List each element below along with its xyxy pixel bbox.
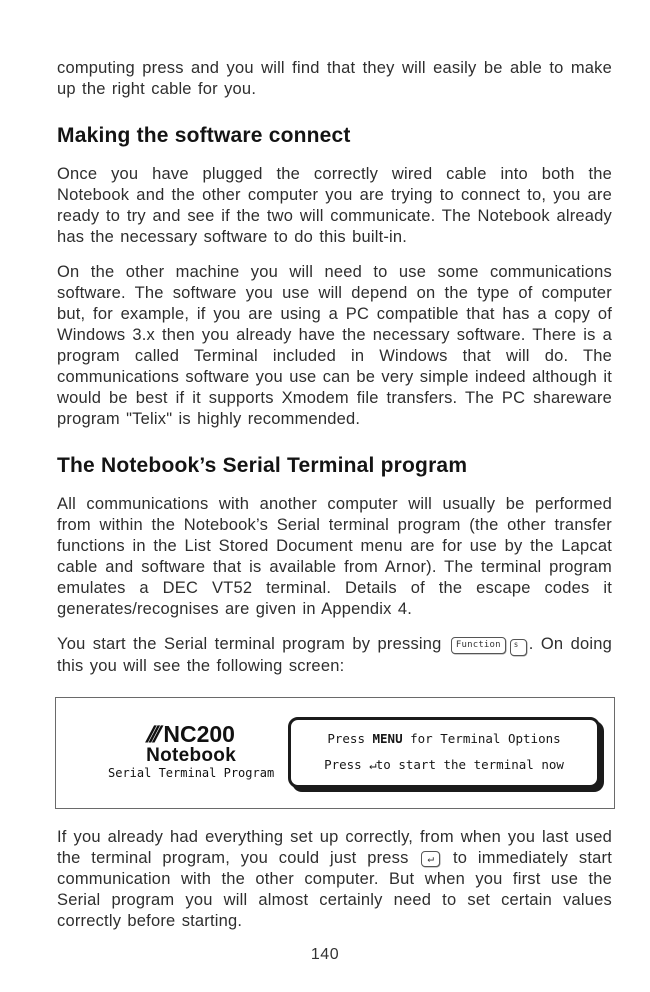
heading-making-software-connect: Making the software connect: [57, 124, 351, 147]
s-key-icon: s: [510, 639, 527, 656]
section2-paragraph-2-text-before: You start the Serial terminal program by pressing: [57, 635, 442, 653]
section2-paragraph-1: All communications with another computer will usually be performed from within the Notebook’s Serial terminal program (the other transfer functions in the List Stored Document menu are for use by the Lapcat cable and software that is available from Arnor). The terminal program emulates a DEC VT52 terminal. Details of the escape codes it generates/recognises are given in Appendix 4.: [57, 495, 612, 618]
message-line-1-post: for Terminal Options: [402, 731, 561, 746]
message-line-2: [307, 756, 581, 772]
terminal-startup-screen-figure: [55, 697, 615, 809]
message-line-1-pre: Press: [327, 731, 373, 746]
return-arrow-icon: ↵: [369, 756, 376, 772]
page-number: 140: [310, 946, 340, 963]
section1-paragraph-1: Once you have plugged the correctly wired cable into both the Notebook and the other computer you are trying to connect to, you are ready to try and see if the two will communicate. The Notebook already has the necessary software to do this built-in.: [57, 165, 612, 246]
message-line-2-post: to start the terminal now: [375, 756, 564, 772]
message-line-2-pre: Press: [324, 756, 370, 772]
terminal-message-box: [288, 717, 600, 788]
section2-paragraph-2: [57, 634, 612, 677]
nc200-brand-block: [108, 723, 274, 782]
product-name: Notebook: [146, 745, 237, 767]
program-name: Serial Terminal Program: [108, 766, 275, 781]
menu-key-label: MENU: [372, 731, 403, 746]
intro-paragraph: computing press and you will find that they will easily be able to make up the right cable for you.: [57, 59, 612, 98]
model-name: NC200: [163, 721, 235, 748]
closing-paragraph: [57, 827, 612, 932]
closing-text-after: to immediately start communication with the other computer. But when you first use the Serial program you will almost certainly need to set certain values correctly before starting.: [57, 848, 612, 930]
section1-paragraph-2: On the other machine you will need to use some communications software. The software you use will depend on the type of computer but, for example, if you are using a PC compatible that has a copy of Windows 3.x then you already have the necessary software. There is a program called Terminal included in Windows that will do. The communications software you use can be very simple indeed although it would be best if it supports Xmodem file transfers. The PC shareware program "Telix" is highly recommended.: [57, 263, 612, 428]
message-line-1: [307, 733, 581, 746]
nc200-logo-line: [108, 723, 274, 746]
heading-serial-terminal-program: The Notebook’s Serial Terminal program: [57, 454, 468, 477]
function-key-icon: Function: [451, 637, 506, 654]
section2-paragraph-2-text-after: . On doing this you will see the following screen:: [57, 635, 612, 675]
closing-text-before: If you already had everything set up correctly, from when you last used the terminal program, you could just press: [57, 827, 612, 867]
return-key-icon: ↵: [421, 851, 440, 867]
amstrad-slashes-icon: ///: [145, 721, 160, 748]
